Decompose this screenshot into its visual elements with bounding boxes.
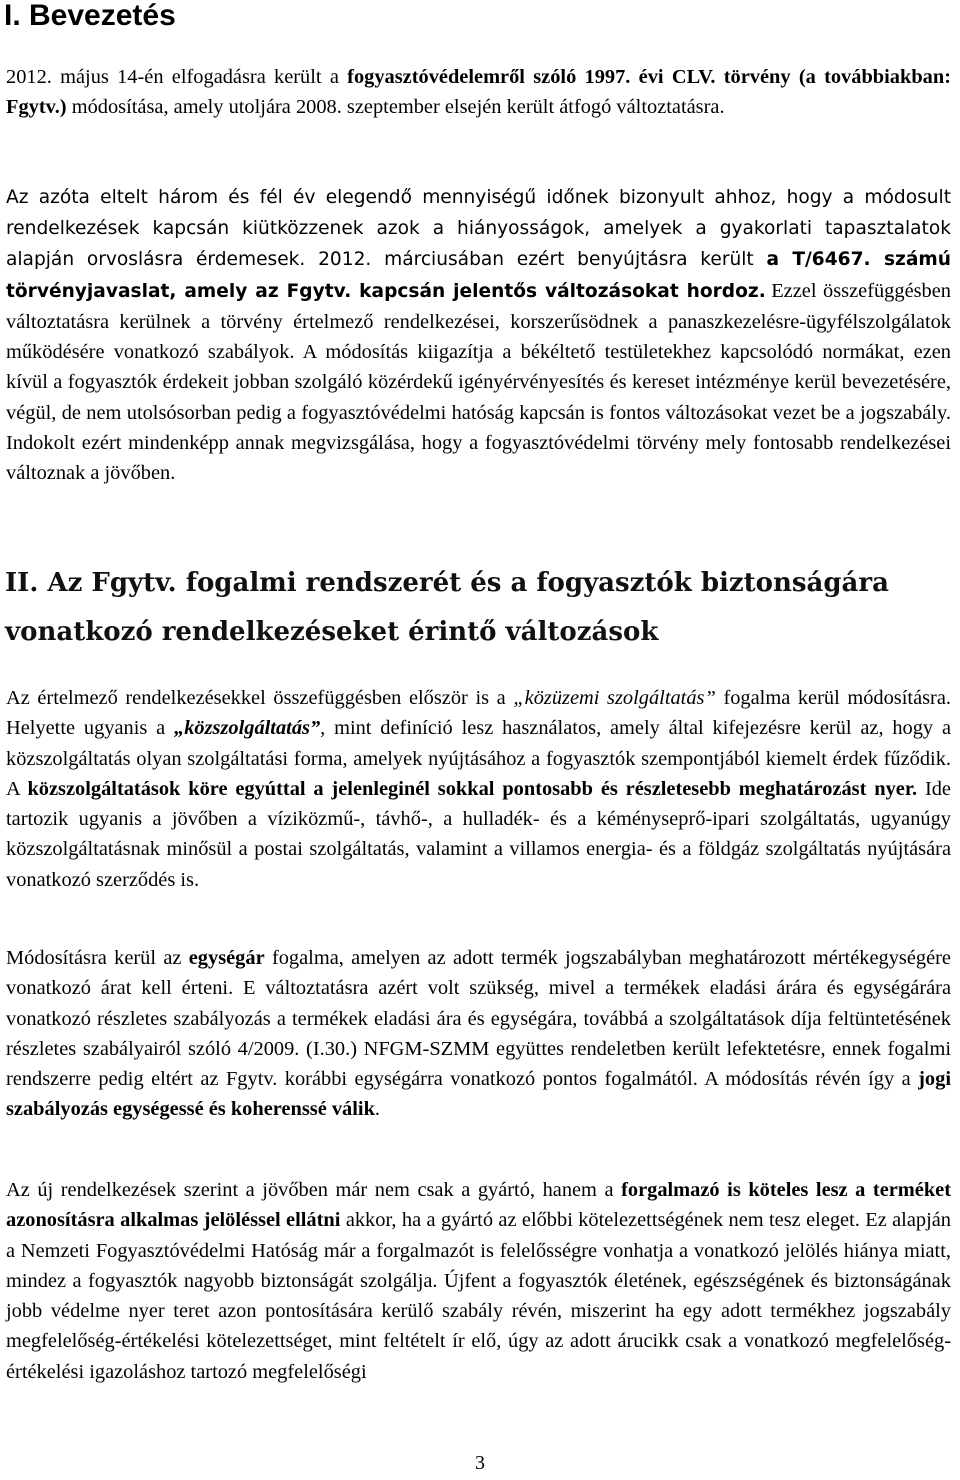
text-run: Az értelmező rendelkezésekkel összefüggésben először is a (6, 687, 514, 709)
unit-price-paragraph (6, 943, 951, 1125)
text-run: közszolgáltatások köre egyúttal a jelenleginél sokkal pontosabb és részletesebb meghatározást nyer. (27, 777, 918, 800)
text-run: forgalmazó is köteles lesz a terméket azonosításra alkalmas jelöléssel ellátni (6, 1179, 952, 1232)
text-run: . (374, 1098, 381, 1121)
text-run: Az azóta eltelt három és fél év elegendő mennyiségű időnek bizonyult ahhoz, hogy a módosult rendelkezések kapcsán kiütközzenek azok a hiányosságok, amelyek a gyakorlati tapasztalatok alapján orvoslásra érdemesek. 2012. márciusában ezért benyújtásra került (6, 187, 951, 271)
distributor-paragraph (6, 1175, 951, 1387)
text-run: Módosításra kerül az (6, 947, 189, 969)
text-run: „közüzemi szolgáltatás” (513, 687, 716, 709)
text-run: fogalma kerül módosításra. Helyette ugyanis a (6, 687, 951, 740)
section-2-heading: II. Az Fgytv. fogalmi rendszerét és a fogyasztók biztonságára vonatkozó rendelkezéseket érintő változások (5, 568, 889, 647)
text-run: „közszolgáltatás” (174, 717, 321, 740)
text-run: egységár (188, 947, 265, 969)
text-run: akkor, ha a gyártó az előbbi kötelezettségének nem tesz eleget. Ez alapján a Nemzeti Fogyasztóvédelmi Hatóság már a forgalmazót is felelősségre vonhatja a vonatkozó jelölés hiánya miatt, mindez a fogyasztók nagyobb biztonságát szolgálja. Újfent a fogyasztók életének, egészségének és biztonságának jobb védelme nyer teret azon pontosítására kerülő szabály révén, miszerint ha egy adott termékhez jogszabály megfelelőség-értékelési kötelezettséget, mint feltételt ír elő, úgy az adott árucikk csak a vonatkozó megfelelőség-értékelési igazoláshoz tartozó megfelelőségi (6, 1209, 952, 1383)
text-run: jogi szabályozás egységessé és koherenssé válik (6, 1068, 951, 1121)
context-paragraph (6, 182, 951, 489)
text-run: fogyasztóvédelemről szóló 1997. évi CLV. törvény (a továbbiakban: Fgytv.) (6, 66, 951, 119)
text-run: módosítása, amely utoljára 2008. szeptember elsején került átfogó változtatásra. (66, 96, 725, 119)
definition-paragraph (6, 683, 951, 895)
section-1-heading: I. Bevezetés (4, 0, 176, 32)
text-run: Ide tartozik ugyanis a jövőben a víziközmű-, távhő-, a hulladék- és a kéményseprő-ipari szolgáltatás, ugyanúgy közszolgáltatásnak minősül a postai szolgáltatás, valamint a villamos energia- és a földgáz szolgáltatás nyújtására vonatkozó szerződés is. (6, 777, 951, 891)
text-run: Az új rendelkezések szerint a jövőben már nem csak a gyártó, hanem a (6, 1179, 622, 1201)
text-run: a T/6467. számú törvényjavaslat, amely az Fgytv. kapcsán jelentős változásokat hordoz. (6, 249, 951, 302)
intro-paragraph (6, 62, 951, 123)
text-run: , mint definíció lesz használatos, amely által kifejezésre kerül az, hogy a közszolgáltatás olyan szolgáltatási forma, amelyek nyújtásához a fogyasztók szempontjából kiemelt érdek fűződik. A (6, 717, 951, 800)
page-number: 3 (475, 1452, 485, 1474)
text-run: fogalma, amelyen az adott termék jogszabályban meghatározott mértékegységére vonatkozó árat kell érteni. E változtatásra azért volt szükség, mivel a termékek eladási árára és egységárára vonatkozó részletes szabályozás a termékek eladási ára és egységára, továbbá a szolgáltatások díja feltüntetésének részletes szabályairól szóló 4/2009. (I.30.) NFGM-SZMM együttes rendeletben került lefektetésre, ennek fogalmi rendszerre pedig eltért az Fgytv. korábbi egységárra vonatkozó pontos fogalmától. A módosítás révén így a (6, 947, 951, 1091)
text-run: 2012. május 14-én elfogadásra került a (6, 66, 348, 88)
context-paragraph-serif-part: Ezzel összefüggésben változtatásra kerülnek a törvény értelmező rendelkezései, korszerűsödnek a panaszkezelésre-ügyfélszolgálatok működésére vonatkozó szabályok. A módosítás kiigazítja a békéltető testületekhez kapcsolódó normákat, ezen kívül a fogyasztók érdekeit jobban szolgáló közérdekű igényérvényesítés és kereset intézménye kerül bevezetésére, végül, de nem utolsósorban pedig a fogyasztóvédelmi hatóság kapcsán is fontos változásokat vezet be a jogszabály. Indokolt ezért mindenképp annak megvizsgálása, hogy a fogyasztóvédelmi törvény mely fontosabb rendelkezései változnak a jövőben. (6, 279, 951, 485)
